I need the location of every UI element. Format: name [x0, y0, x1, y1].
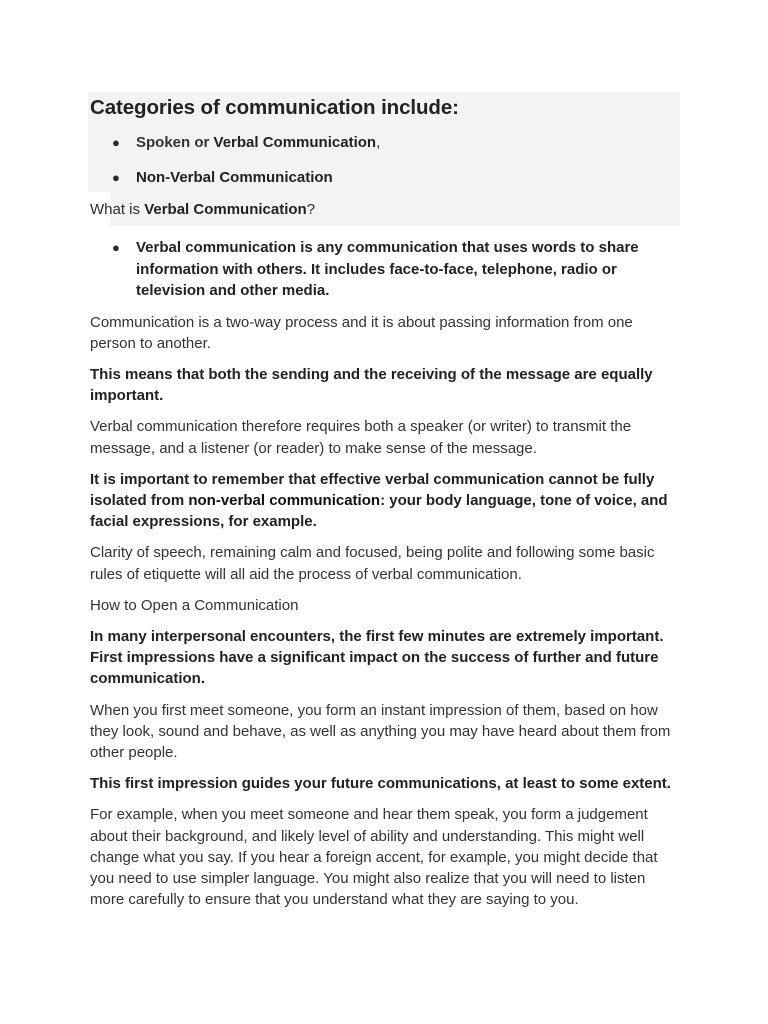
question-prefix: What is: [90, 201, 145, 218]
paragraph-instant-impression: When you first meet someone, you form an instant impression of them, based on how they look, sound and behave, as well as anything you may have heard about them from other people.: [90, 701, 671, 761]
question-line: [90, 199, 680, 220]
or-label: or: [190, 134, 214, 151]
paragraph-first-minutes: In many interpersonal encounters, the first few minutes are extremely important. First impressions have a significant impact on the success of further and future communication.: [90, 627, 664, 688]
paragraph-first-impression-guides: This first impression guides your future communications, at least to some extent.: [90, 775, 671, 793]
definition-list: [90, 237, 680, 302]
page-heading: Categories of communication include:: [90, 96, 459, 119]
question-suffix: ?: [306, 201, 316, 218]
non-verbal-term: non-verbal communication: [188, 491, 381, 509]
paragraph-equally-important: This means that both the sending and the receiving of the message are equally important.: [90, 365, 653, 405]
non-verbal-communication-term: Non-Verbal Communication: [136, 168, 333, 186]
bullet-icon: ●: [112, 240, 120, 255]
paragraph-non-verbal-start: It is important to remember that effective verbal communication cannot be fully isolated from: [90, 470, 655, 509]
list-item: [90, 132, 680, 154]
list-item: [90, 167, 680, 189]
subheading-open-communication: How to Open a Communication: [90, 596, 299, 614]
paragraph-non-verbal-end: : your body language, tone of voice, and facial expressions, for example.: [90, 491, 668, 531]
question-term: Verbal Communication: [144, 201, 307, 218]
paragraph-example: For example, when you meet someone and hear them speak, you form a judgement about their background, and likely level of ability and understanding. This might well change what you say. If you hear a foreign accent, for example, you might decide that you need to use simpler language. You might also realize that you will need to listen more carefully to ensure that you understand what they are saying to you.: [90, 806, 658, 909]
shaded-block: [88, 92, 680, 226]
spoken-label: Spoken: [136, 134, 191, 151]
comma: ,: [376, 134, 381, 151]
bullet-icon: ●: [112, 135, 120, 150]
paragraph-speaker-listener: Verbal communication therefore requires both a speaker (or writer) to transmit the message, and a listener (or reader) to make sense of the message.: [90, 418, 632, 457]
paragraph-two-way-process: Communication is a two-way process and it is about passing information from one person to another.: [90, 313, 633, 352]
verbal-communication-term: Verbal Communication: [213, 134, 377, 151]
bullet-icon: ●: [112, 169, 120, 185]
document-page: [90, 92, 680, 910]
list-item: [90, 237, 680, 302]
paragraph-non-verbal-link: [90, 469, 680, 533]
categories-list: [90, 132, 680, 188]
paragraph-clarity: Clarity of speech, remaining calm and focused, being polite and following some basic rules of etiquette will all aid the process of verbal communication.: [90, 544, 655, 583]
definition-text: Verbal communication is any communication that uses words to share information with others. It includes face-to-face, telephone, radio or television and other media.: [136, 239, 639, 299]
